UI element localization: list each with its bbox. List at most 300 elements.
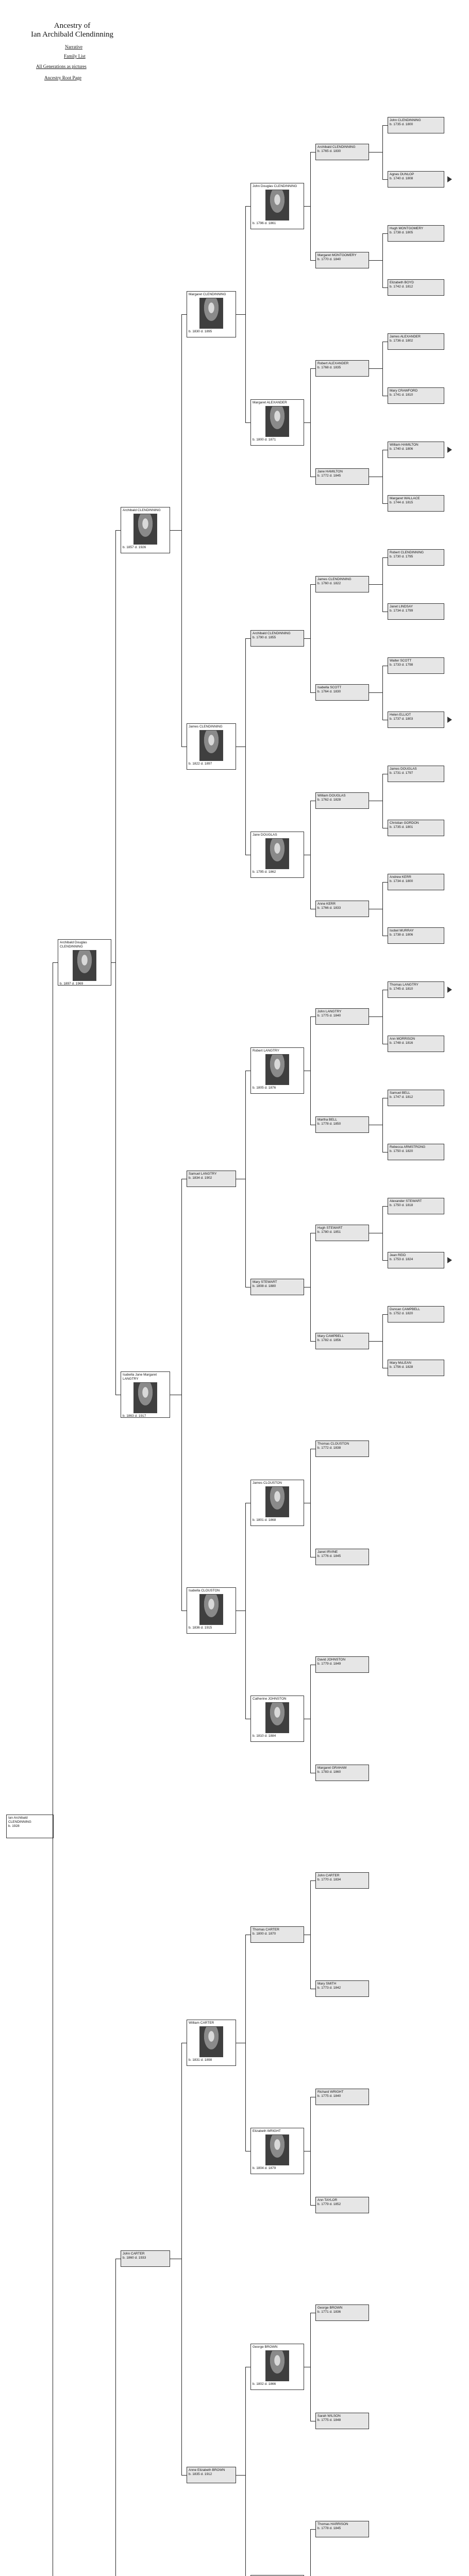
person-card[interactable]	[388, 927, 444, 944]
person-dates: b. 1776 d. 1845	[317, 1554, 341, 1558]
person-name: Agnes DUNLOP	[390, 173, 414, 176]
person-name: Walter SCOTT	[390, 659, 412, 663]
person-dates: b. 1756 d. 1828	[390, 1365, 413, 1369]
person-name: Mary CRAWFORD	[390, 389, 418, 393]
person-name: Archibald Douglas CLENDINNING	[60, 941, 87, 948]
connector-line	[369, 260, 382, 261]
connector-line	[310, 1016, 315, 1017]
person-card[interactable]	[388, 766, 444, 782]
person-card[interactable]	[315, 1656, 369, 1673]
person-card[interactable]	[315, 144, 369, 160]
person-name: John CARTER	[317, 1874, 340, 1877]
person-dates: b. 1834 d. 1902	[189, 1176, 212, 1180]
connector-line	[310, 1665, 311, 1773]
person-dates: b. 1810 d. 1884	[253, 1734, 276, 1738]
connector-line	[382, 882, 388, 883]
person-dates: b. 1800 d. 1871	[253, 438, 276, 442]
person-dates: b. 1741 d. 1810	[390, 393, 413, 397]
person-dates: b. 1733 d. 1798	[390, 663, 413, 667]
person-dates: b. 1796 d. 1861	[253, 222, 276, 225]
connector-line	[181, 314, 182, 747]
person-card[interactable]	[121, 2250, 170, 2267]
person-card[interactable]	[250, 1480, 304, 1526]
person-name: Robert LANGTRY	[253, 1049, 279, 1053]
connector-line	[170, 530, 181, 531]
person-name: Jean REID	[390, 1253, 406, 1257]
connector-line	[245, 206, 246, 423]
connector-line	[382, 233, 383, 288]
connector-line	[245, 422, 250, 423]
person-card[interactable]	[315, 1872, 369, 1889]
connector-line	[369, 368, 382, 369]
person-name: John CARTER	[123, 2252, 145, 2256]
person-name: Samuel BELL	[390, 1091, 410, 1095]
title-line-2: Ian Archibald Clendinning	[31, 30, 113, 39]
connector-line	[382, 179, 388, 180]
person-dates: b. 1772 d. 1845	[317, 474, 341, 478]
person-card[interactable]	[388, 1198, 444, 1214]
person-name: Anne KERR	[317, 902, 336, 906]
person-card[interactable]	[315, 360, 369, 377]
person-card[interactable]	[315, 1440, 369, 1457]
person-name: William DOUGLAS	[317, 794, 346, 798]
person-dates: b. 1737 d. 1803	[390, 717, 413, 721]
connector-line	[115, 530, 121, 531]
person-name: Archibald CLENDINNING	[123, 509, 161, 512]
person-name: Hugh STEWART	[317, 1226, 343, 1230]
person-dates: b. 1734 d. 1800	[390, 879, 413, 883]
person-card[interactable]	[315, 2197, 369, 2213]
connector-line	[310, 801, 311, 909]
connector-line	[304, 206, 310, 207]
person-card[interactable]	[388, 117, 444, 133]
person-dates: b. 1735 d. 1801	[390, 825, 413, 829]
person-card[interactable]	[315, 2304, 369, 2321]
person-card[interactable]	[250, 630, 304, 647]
person-dates: b. 1738 d. 1806	[390, 933, 413, 937]
connector-line	[245, 638, 250, 639]
person-dates: b. 1801 d. 1868	[253, 1518, 276, 1522]
person-card[interactable]	[388, 1360, 444, 1376]
person-dates: b. 1897 d. 1969	[60, 982, 83, 986]
connector-line	[310, 2097, 311, 2206]
person-dates: b. 1753 d. 1824	[390, 1258, 413, 1261]
person-card[interactable]	[388, 981, 444, 998]
person-dates: b. 1778 d. 1845	[317, 2527, 341, 2530]
connector-line	[310, 1880, 311, 1989]
connector-line	[304, 422, 310, 423]
connector-line	[382, 1098, 383, 1153]
person-card[interactable]	[315, 1225, 369, 1241]
portrait-photo	[73, 950, 96, 981]
person-card[interactable]	[388, 657, 444, 674]
person-card[interactable]	[315, 252, 369, 268]
connector-line	[382, 125, 383, 180]
person-name: Isabella Jane Margaret LANGTRY	[123, 1373, 157, 1381]
person-dates: b. 1752 d. 1820	[390, 1312, 413, 1315]
person-card[interactable]	[250, 399, 304, 446]
connector-line	[245, 206, 250, 207]
person-card[interactable]	[388, 1306, 444, 1323]
person-name: Rebecca ARMSTRONG	[390, 1145, 426, 1149]
person-name: John LANGTRY	[317, 1010, 342, 1013]
portrait-photo	[265, 838, 289, 869]
person-card[interactable]	[388, 279, 444, 296]
more-ancestors-arrow[interactable]	[447, 447, 452, 453]
connector-line	[236, 314, 245, 315]
person-dates: b. 1928	[8, 1824, 20, 1828]
person-name: Jane HAMILTON	[317, 470, 343, 473]
person-dates: b. 1766 d. 1833	[317, 906, 341, 910]
connector-line	[369, 584, 382, 585]
person-name: Elizabeth BOYD	[390, 281, 414, 284]
person-name: Christian GORDON	[390, 821, 419, 825]
connector-line	[181, 2043, 182, 2476]
narrative-link[interactable]: Narrative	[65, 44, 82, 49]
person-card[interactable]	[388, 225, 444, 242]
person-card[interactable]	[388, 171, 444, 188]
person-name: Ann MORRISON	[390, 1037, 415, 1041]
title-line-1: Ancestry of	[54, 22, 91, 30]
connector-line	[310, 368, 311, 477]
person-dates: b. 1744 d. 1815	[390, 501, 413, 504]
person-name: Thomas LANGTRY	[390, 983, 418, 987]
person-card[interactable]	[388, 711, 444, 728]
person-name: James CLENDINNING	[317, 578, 351, 581]
person-name: Margaret MONTGOMERY	[317, 253, 357, 257]
person-card[interactable]	[388, 820, 444, 836]
person-card[interactable]	[250, 2128, 304, 2174]
person-dates: b. 1750 d. 1820	[390, 1149, 413, 1153]
person-name: William HAMILTON	[390, 443, 418, 447]
more-ancestors-arrow[interactable]	[447, 717, 452, 723]
portrait-photo	[265, 1702, 289, 1733]
person-name: Robert CLENDINNING	[390, 551, 424, 554]
person-card[interactable]	[315, 901, 369, 917]
person-dates: b. 1735 d. 1800	[390, 123, 413, 126]
connector-line	[310, 368, 315, 369]
connector-line	[310, 2205, 315, 2206]
person-dates: b. 1740 d. 1806	[390, 447, 413, 451]
person-name: Margaret WALLACE	[390, 497, 420, 500]
person-name: Sarah WILSON	[317, 2414, 341, 2418]
person-card[interactable]	[250, 1696, 304, 1742]
person-card[interactable]	[315, 1116, 369, 1133]
connector-line	[369, 1341, 382, 1342]
person-dates: b. 1760 d. 1822	[317, 582, 341, 585]
person-card[interactable]	[250, 1047, 304, 1094]
connector-line	[382, 233, 388, 234]
person-dates: b. 1765 d. 1830	[317, 149, 341, 153]
person-dates: b. 1783 d. 1860	[317, 1770, 341, 1774]
person-card[interactable]	[315, 1765, 369, 1781]
portrait-photo	[199, 1594, 223, 1625]
person-name: Mary McLEAN	[390, 1361, 411, 1365]
person-name: Isabella SCOTT	[317, 686, 342, 689]
person-name: Catherine JOHNSTON	[253, 1697, 287, 1701]
person-dates: b. 1745 d. 1810	[390, 987, 413, 991]
person-dates: b. 1808 d. 1880	[253, 1284, 276, 1288]
page-title	[21, 22, 124, 39]
portrait-photo	[199, 730, 223, 761]
person-card[interactable]	[388, 1036, 444, 1052]
person-card[interactable]	[187, 723, 236, 770]
portrait-photo	[265, 2350, 289, 2381]
person-dates: b. 1782 d. 1856	[317, 1338, 341, 1342]
connector-line	[245, 1935, 246, 2151]
person-dates: b. 1730 d. 1795	[390, 555, 413, 558]
person-dates: b. 1771 d. 1836	[317, 2310, 341, 2314]
person-card[interactable]	[187, 291, 236, 337]
person-card[interactable]	[315, 792, 369, 809]
family-list-link[interactable]: Family List	[64, 54, 86, 59]
connector-line	[369, 1016, 382, 1017]
person-name: Ann TAYLOR	[317, 2198, 338, 2202]
person-dates: b. 1764 d. 1830	[317, 690, 341, 693]
person-name: James CLENDINNING	[189, 725, 223, 728]
more-ancestors-arrow[interactable]	[447, 176, 452, 182]
person-name: Helen ELLIOT	[390, 713, 411, 717]
person-name: Margaret CLENDINNING	[189, 293, 226, 296]
connector-line	[181, 1179, 182, 1611]
person-name: Archibald CLENDINNING	[317, 145, 356, 149]
connector-line	[382, 666, 383, 720]
person-dates: b. 1822 d. 1897	[189, 762, 212, 766]
connector-line	[382, 774, 383, 828]
connector-line	[310, 584, 311, 693]
person-name: Mary STEWART	[253, 1280, 277, 1284]
person-name: John CLENDINNING	[390, 118, 421, 122]
connector-line	[382, 1314, 383, 1368]
connector-line	[369, 692, 382, 693]
connector-line	[115, 530, 116, 1395]
person-name: Thomas HARRISON	[317, 2522, 348, 2526]
person-name: Thomas CARTER	[253, 1928, 279, 1931]
ancestry-root-link[interactable]: Ancestry Root Page	[44, 75, 81, 80]
person-dates: b. 1804 d. 1879	[253, 2166, 276, 2170]
person-name: Samuel LANGTRY	[189, 1172, 217, 1176]
person-card[interactable]	[250, 832, 304, 878]
person-card[interactable]	[388, 1144, 444, 1160]
person-dates: b. 1731 d. 1797	[390, 771, 413, 775]
person-card[interactable]	[315, 468, 369, 485]
connector-line	[115, 2259, 116, 2576]
person-dates: b. 1742 d. 1812	[390, 285, 413, 289]
person-name: George BROWN	[253, 2345, 278, 2349]
connector-line	[181, 314, 187, 315]
person-name: Andrew KERR	[390, 875, 411, 879]
person-dates: b. 1835 d. 1912	[189, 2472, 212, 2476]
person-name: Mary SMITH	[317, 1982, 337, 1986]
person-name: Archibald CLENDINNING	[253, 632, 291, 635]
connector-line	[382, 503, 388, 504]
person-name: Isobel MURRAY	[390, 929, 414, 933]
person-dates: b. 1830 d. 1895	[189, 330, 212, 333]
person-card[interactable]	[121, 1371, 170, 1418]
portrait-photo	[199, 298, 223, 329]
person-dates: b. 1805 d. 1876	[253, 1086, 276, 1090]
connector-line	[382, 287, 388, 288]
root-person-card[interactable]	[6, 1815, 54, 1838]
person-dates: b. 1802 d. 1866	[253, 2382, 276, 2386]
person-dates: b. 1775 d. 1840	[317, 1014, 341, 1018]
person-card[interactable]	[388, 1090, 444, 1106]
person-card[interactable]	[315, 1980, 369, 1997]
person-name: Isabella CLOUSTON	[189, 1589, 220, 1592]
person-dates: b. 1748 d. 1816	[390, 1041, 413, 1045]
person-name: Duncan CAMPBELL	[390, 1308, 420, 1311]
person-name: Mary CAMPBELL	[317, 1334, 344, 1338]
person-name: Margaret GRAHAM	[317, 1766, 347, 1770]
person-dates: b. 1780 d. 1851	[317, 1230, 341, 1234]
connector-line	[382, 1206, 383, 1261]
person-name: William CARTER	[189, 2021, 214, 2025]
person-dates: b. 1740 d. 1808	[390, 177, 413, 180]
person-dates: b. 1790 d. 1855	[253, 636, 276, 639]
person-card[interactable]	[187, 1171, 236, 1187]
person-card[interactable]	[388, 549, 444, 566]
person-card[interactable]	[187, 2467, 236, 2483]
person-name: Alexander STEWART	[390, 1199, 422, 1203]
person-card[interactable]	[315, 2413, 369, 2429]
person-dates: b. 1857 d. 1926	[123, 546, 146, 549]
portrait-photo	[265, 190, 289, 221]
connector-line	[310, 2313, 311, 2421]
person-card[interactable]	[388, 603, 444, 620]
person-dates: b. 1778 d. 1850	[317, 1122, 341, 1126]
person-dates: b. 1750 d. 1818	[390, 1204, 413, 1207]
connector-line	[310, 1880, 315, 1881]
connector-line	[111, 962, 115, 963]
person-name: James DOUGLAS	[390, 767, 417, 771]
person-card[interactable]	[388, 1252, 444, 1268]
person-card[interactable]	[315, 684, 369, 701]
person-dates: b. 1831 d. 1898	[189, 2058, 212, 2062]
person-card[interactable]	[315, 2521, 369, 2537]
person-name: David JOHNSTON	[317, 1658, 346, 1662]
portrait-photo	[265, 1054, 289, 1085]
portrait-photo	[133, 514, 157, 545]
person-card[interactable]	[58, 939, 111, 986]
person-dates: b. 1779 d. 1849	[317, 1662, 341, 1666]
person-card[interactable]	[250, 1279, 304, 1295]
person-name: Elizabeth WRIGHT	[253, 2129, 281, 2133]
person-card[interactable]	[388, 387, 444, 404]
person-name: Jane DOUGLAS	[253, 833, 277, 837]
person-card[interactable]	[315, 576, 369, 592]
connector-line	[382, 1260, 388, 1261]
more-ancestors-arrow[interactable]	[447, 987, 452, 993]
connector-line	[310, 152, 311, 261]
person-name: Anne Elizabeth BROWN	[189, 2468, 225, 2472]
connector-line	[382, 125, 388, 126]
connector-line	[245, 638, 246, 855]
connector-line	[310, 260, 315, 261]
connector-line	[304, 638, 310, 639]
person-name: Martha BELL	[317, 1118, 337, 1122]
person-dates: b. 1762 d. 1828	[317, 798, 341, 802]
person-card[interactable]	[315, 1008, 369, 1025]
person-name: George BROWN	[317, 2306, 343, 2310]
all-generations-link[interactable]: All Generations as pictures	[36, 64, 87, 69]
connector-line	[310, 692, 315, 693]
person-dates: b. 1779 d. 1852	[317, 2202, 341, 2206]
person-dates: b. 1775 d. 1848	[317, 2418, 341, 2422]
person-dates: b. 1768 d. 1835	[317, 366, 341, 369]
connector-line	[245, 1071, 246, 1287]
person-card[interactable]	[250, 2344, 304, 2390]
connector-line	[382, 450, 383, 504]
person-name: James ALEXANDER	[390, 335, 421, 338]
person-card[interactable]	[121, 507, 170, 553]
portrait-photo	[133, 1382, 157, 1413]
person-name: Ian Archibald CLENDINNING	[8, 1816, 31, 1824]
person-dates: b. 1775 d. 1840	[317, 2094, 341, 2098]
person-dates: b. 1747 d. 1812	[390, 1095, 413, 1099]
person-name: Robert ALEXANDER	[317, 362, 349, 365]
connector-line	[310, 2529, 315, 2530]
person-card[interactable]	[388, 442, 444, 458]
connector-line	[245, 1503, 246, 1719]
person-dates: b. 1863 d. 1917	[123, 1414, 146, 1418]
portrait-photo	[265, 2134, 289, 2165]
connector-line	[53, 962, 58, 963]
person-dates: b. 1738 d. 1805	[390, 231, 413, 234]
person-dates: b. 1795 d. 1862	[253, 870, 276, 874]
portrait-photo	[265, 1486, 289, 1517]
connector-line	[382, 1152, 388, 1153]
person-card[interactable]	[315, 1549, 369, 1565]
person-dates: b. 1860 d. 1933	[123, 2256, 146, 2260]
person-name: James CLOUSTON	[253, 1481, 282, 1485]
person-name: Thomas CLOUSTON	[317, 1442, 349, 1446]
person-card[interactable]	[388, 495, 444, 512]
connector-line	[236, 2475, 245, 2476]
person-name: Janet IRVINE	[317, 1550, 338, 1554]
person-card[interactable]	[187, 1587, 236, 1634]
person-name: Hugh MONTGOMERY	[390, 227, 424, 230]
person-dates: b. 1773 d. 1842	[317, 1986, 341, 1990]
person-card[interactable]	[250, 1926, 304, 1943]
connector-line	[382, 882, 383, 936]
connector-line	[310, 1016, 311, 1125]
person-card[interactable]	[315, 2089, 369, 2105]
portrait-photo	[199, 2026, 223, 2057]
connector-line	[310, 2529, 311, 2576]
connector-line	[181, 2475, 187, 2476]
person-name: Richard WRIGHT	[317, 2090, 344, 2094]
more-ancestors-arrow[interactable]	[447, 1257, 452, 1263]
connector-line	[382, 557, 383, 612]
portrait-photo	[265, 406, 289, 437]
connector-line	[310, 584, 315, 585]
connector-line	[382, 990, 383, 1044]
person-card[interactable]	[388, 333, 444, 350]
person-card[interactable]	[187, 2020, 236, 2066]
connector-line	[245, 2367, 246, 2576]
connector-line	[310, 1341, 315, 1342]
person-card[interactable]	[315, 1333, 369, 1349]
person-dates: b. 1770 d. 1834	[317, 1878, 341, 1882]
person-dates: b. 1736 d. 1802	[390, 339, 413, 343]
person-card[interactable]	[388, 874, 444, 890]
person-name: Janet LINDSAY	[390, 605, 413, 608]
person-card[interactable]	[250, 183, 304, 229]
connector-line	[310, 1233, 311, 1342]
person-dates: b. 1770 d. 1840	[317, 258, 341, 261]
connector-line	[382, 1314, 388, 1315]
person-dates: b. 1800 d. 1870	[253, 1932, 276, 1936]
